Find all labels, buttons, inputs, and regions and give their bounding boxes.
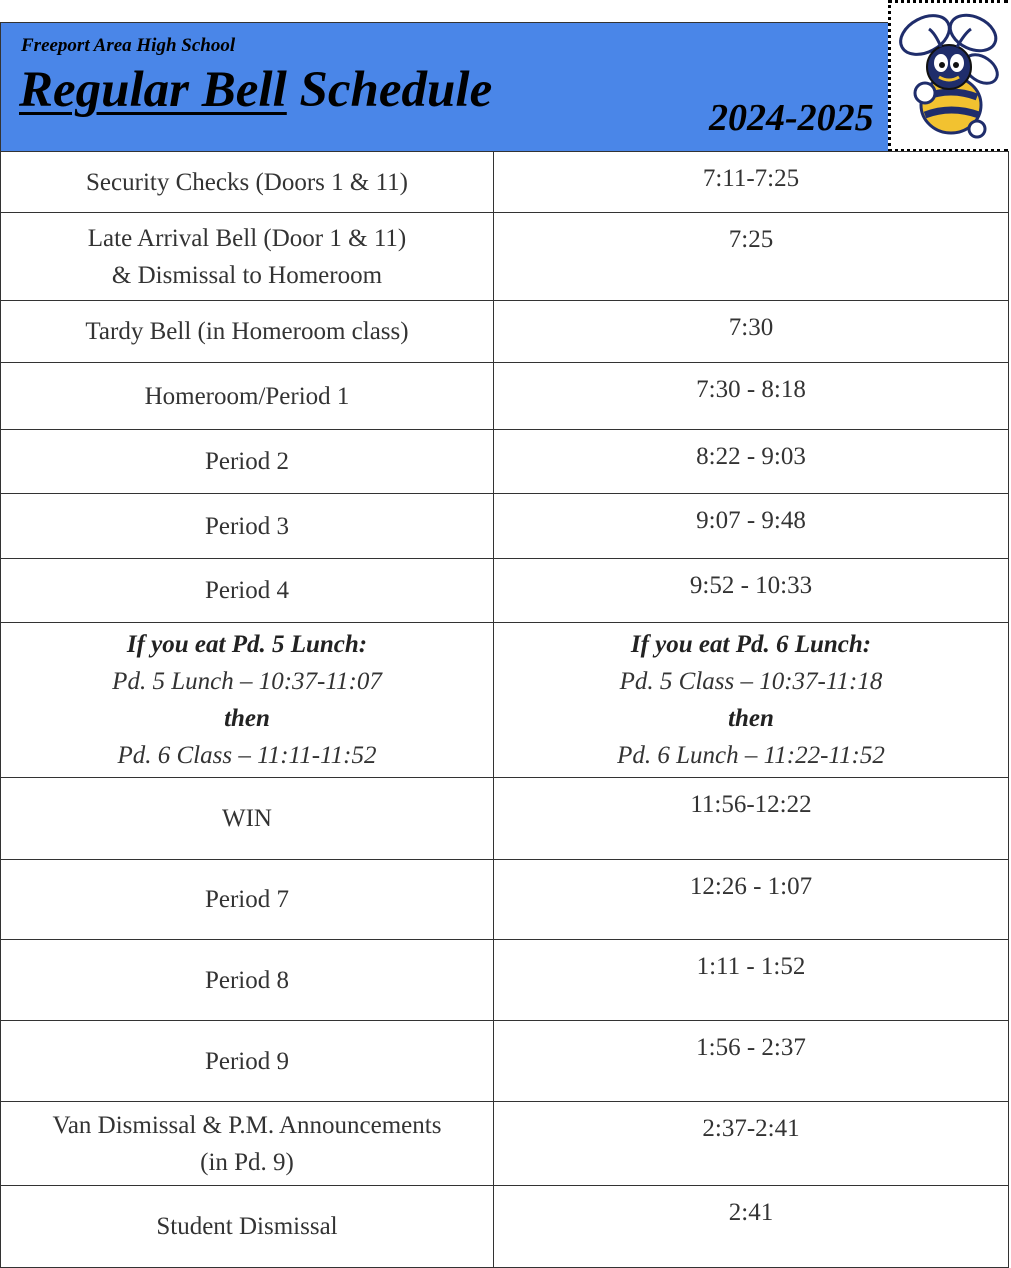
activity-cell: Security Checks (Doors 1 & 11) [1, 152, 494, 213]
lunch-heading: If you eat Pd. 5 Lunch: [126, 631, 368, 658]
activity-cell: Period 8 [1, 940, 494, 1021]
table-row [1, 213, 1009, 301]
bell-schedule-table [0, 151, 1009, 1268]
table-row [1, 860, 1009, 940]
activity-cell: Period 2 [1, 430, 494, 494]
time-cell: 2:41 [494, 1186, 1009, 1268]
lunch-line: Pd. 5 Class – 10:37-11:18 [619, 668, 883, 695]
time-cell: 7:25 [494, 213, 1009, 301]
time-cell: 9:07 - 9:48 [494, 494, 1009, 559]
schedule-header [0, 22, 888, 152]
activity-line: (in Pd. 9) [200, 1148, 294, 1176]
activity-cell: Homeroom/Period 1 [1, 363, 494, 430]
activity-line: Late Arrival Bell (Door 1 & 11) [87, 224, 407, 252]
lunch-line: Pd. 6 Lunch – 11:22-11:52 [617, 742, 885, 769]
lunch-option-pd6 [494, 623, 1009, 778]
time-cell: 1:11 - 1:52 [494, 940, 1009, 1021]
table-row [1, 152, 1009, 213]
lunch-option-pd5 [1, 623, 494, 778]
title-underlined: Regular Bell [19, 62, 287, 118]
table-row [1, 623, 1009, 778]
lunch-line: Pd. 5 Lunch – 10:37-11:07 [112, 668, 382, 695]
page-title [19, 61, 492, 119]
activity-cell: Tardy Bell (in Homeroom class) [1, 301, 494, 363]
activity-cell: WIN [1, 778, 494, 860]
time-cell: 7:30 [494, 301, 1009, 363]
time-cell: 11:56-12:22 [494, 778, 1009, 860]
activity-cell: Period 9 [1, 1021, 494, 1102]
lunch-line: Pd. 6 Class – 11:11-11:52 [117, 742, 377, 769]
hornet-mascot-icon [895, 7, 1003, 147]
activity-cell: Period 3 [1, 494, 494, 559]
activity-line: & Dismissal to Homeroom [111, 261, 383, 289]
table-row [1, 1021, 1009, 1102]
time-cell: 2:37-2:41 [494, 1102, 1009, 1186]
table-row [1, 301, 1009, 363]
activity-cell: Period 4 [1, 559, 494, 623]
time-cell: 7:11-7:25 [494, 152, 1009, 213]
title-rest: Schedule [286, 62, 493, 118]
time-cell: 12:26 - 1:07 [494, 860, 1009, 940]
table-row [1, 940, 1009, 1021]
table-row [1, 1186, 1009, 1268]
lunch-heading: If you eat Pd. 6 Lunch: [630, 631, 872, 658]
activity-cell [1, 213, 494, 301]
time-cell: 8:22 - 9:03 [494, 430, 1009, 494]
activity-cell [1, 1102, 494, 1186]
activity-line: Van Dismissal & P.M. Announcements [52, 1111, 442, 1139]
school-name: Freeport Area High School [21, 35, 236, 56]
table-row [1, 1102, 1009, 1186]
table-row [1, 559, 1009, 623]
table-row [1, 363, 1009, 430]
table-row [1, 430, 1009, 494]
activity-cell: Student Dismissal [1, 1186, 494, 1268]
lunch-then: then [728, 705, 774, 732]
time-cell: 9:52 - 10:33 [494, 559, 1009, 623]
lunch-then: then [224, 705, 270, 732]
activity-cell: Period 7 [1, 860, 494, 940]
school-year: 2024-2025 [709, 97, 874, 139]
logo-frame [888, 0, 1008, 152]
time-cell: 7:30 - 8:18 [494, 363, 1009, 430]
table-row [1, 494, 1009, 559]
table-row [1, 778, 1009, 860]
time-cell: 1:56 - 2:37 [494, 1021, 1009, 1102]
